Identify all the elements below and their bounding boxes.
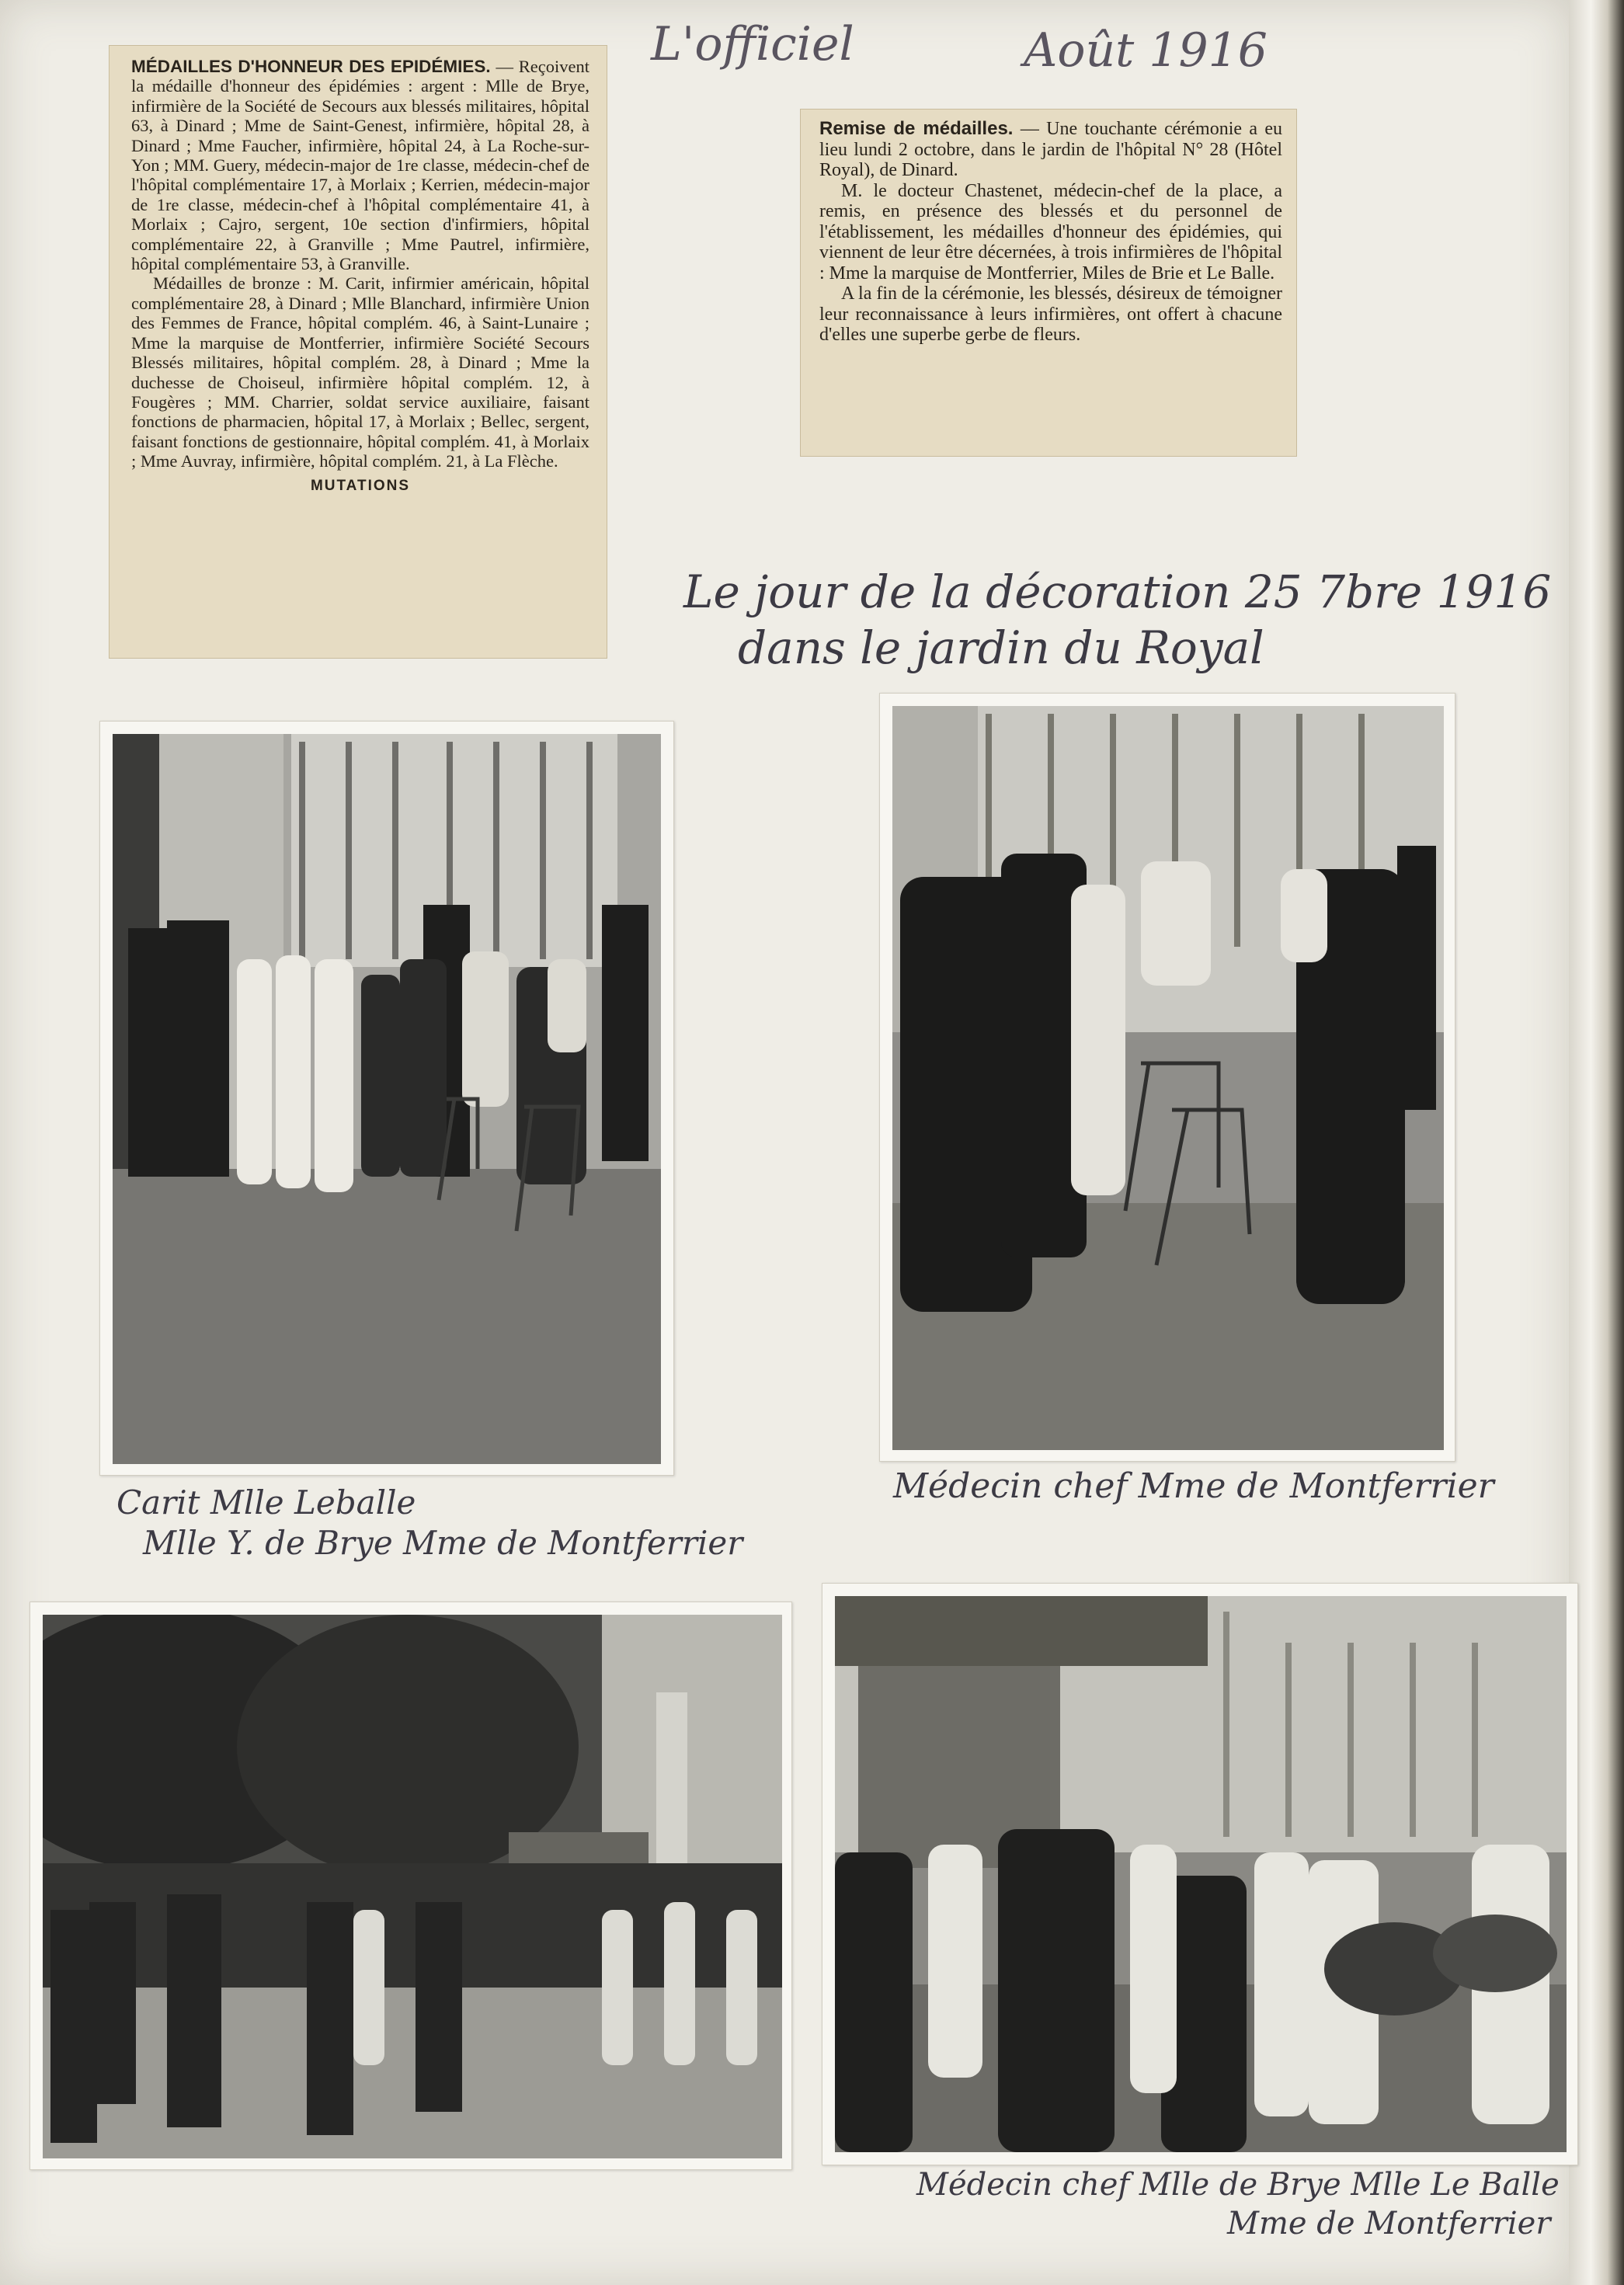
clipping-paragraph: A la fin de la cérémonie, les blessés, désireux de témoigner leur reconnaissance à leurs infirmières, ont offert à chacune d'elles une superbe gerbe de fleurs.: [819, 283, 1282, 345]
clipping-heading: MÉDAILLES D'HONNEUR DES EPIDÉMIES.: [131, 57, 491, 76]
handwritten-heading-line1: Le jour de la décoration 25 7bre 1916: [683, 565, 1552, 618]
clipping-paragraph: — Une touchante cérémonie a eu lieu lundi 2 octobre, dans le jardin de l'hôpital N° 28 (Hôtel Royal), de Dinard.: [819, 119, 1283, 180]
photo-image: [43, 1615, 782, 2158]
clipping-heading: Remise de médailles.: [819, 118, 1014, 139]
photo-crowd-garden: [30, 1602, 792, 2170]
caption-photo4-line1: Médecin chef Mlle de Brye Mlle Le Balle: [916, 2167, 1560, 2203]
caption-photo1-line1: Carit Mlle Leballe: [116, 1483, 416, 1522]
photo-medal-pinning: [879, 693, 1455, 1462]
clipping-subheading: MUTATIONS: [310, 477, 411, 494]
clipping-paragraph: Médailles de bronze : M. Carit, infirmier américain, hôpital complémentaire 28, à Dinard ; Mlle Blanchard, infirmière Union des Femmes de France, hôpital complém. 46, à Saint-Lunaire ; Mme la marquise de Montferrier, infirmière Société Secours Blessés militaires, hôpital complém. 28, à Dinard ; Mme la duchesse de Choiseul, infirmière hôpital complém. 12, à Fougères ; MM. Charrier, soldat service auxiliaire, faisant fonctions de pharmacien, hôpital 17, à Morlaix ; Bellec, sergent, faisant fonctions de gestionnaire, hôpital complém. 41, à Morlaix ; Mme Auvray, infirmière, hôpital complém. 21, à La Flèche.: [131, 273, 589, 471]
clipping-paragraph: — Reçoivent la médaille d'honneur des épidémies : argent : Mlle de Brye, infirmière de la Société de Secours aux blessés militaires, hôpital 63, à Dinard ; Mme de Saint-Genest, infirmière, hôpital 28, à Dinard ; Mme Faucher, infirmière, hôpital 24, à La Roche-sur-Yon ; MM. Guery, médecin-major de 1re classe, médecin-chef de l'hôpital complémentaire 17, à Morlaix ; Kerrien, médecin-major de 1re classe, médecin-chef à l'hôpital complémentaire 41, à Morlaix ; Cajro, sergent, 10e section d'infirmiers, hôpital complémentaire 22, à Granville ; Mme Pautrel, infirmière, hôpital complémentaire 53, à Granville.: [131, 57, 589, 274]
handwritten-heading-line2: dans le jardin du Royal: [738, 621, 1264, 674]
caption-photo4-line2: Mme de Montferrier: [1227, 2206, 1551, 2242]
newspaper-clipping-ceremony: [800, 109, 1297, 457]
newspaper-clipping-medals-list: [109, 45, 607, 659]
header-date: Août 1916: [1024, 23, 1268, 78]
photo-nurses-lineup: [99, 721, 674, 1476]
photo-nurses-bouquets: [822, 1583, 1578, 2165]
caption-photo2: Médecin chef Mme de Montferrier: [893, 1466, 1494, 1506]
header-journal: L'officiel: [651, 17, 854, 71]
caption-photo1-line2: Mlle Y. de Brye Mme de Montferrier: [143, 1524, 743, 1562]
clipping-paragraph: M. le docteur Chastenet, médecin-chef de la place, a remis, en présence des blessés et du personnel de l'établissement, les médailles d'honneur des épidémies, qui viennent de leur être décernées, à trois infirmières de l'hôpital : Mme la marquise de Montferrier, Miles de Brie et Le Balle.: [819, 180, 1282, 283]
photo-image: [835, 1596, 1567, 2152]
photo-image: [113, 734, 661, 1464]
photo-image: [892, 706, 1444, 1450]
